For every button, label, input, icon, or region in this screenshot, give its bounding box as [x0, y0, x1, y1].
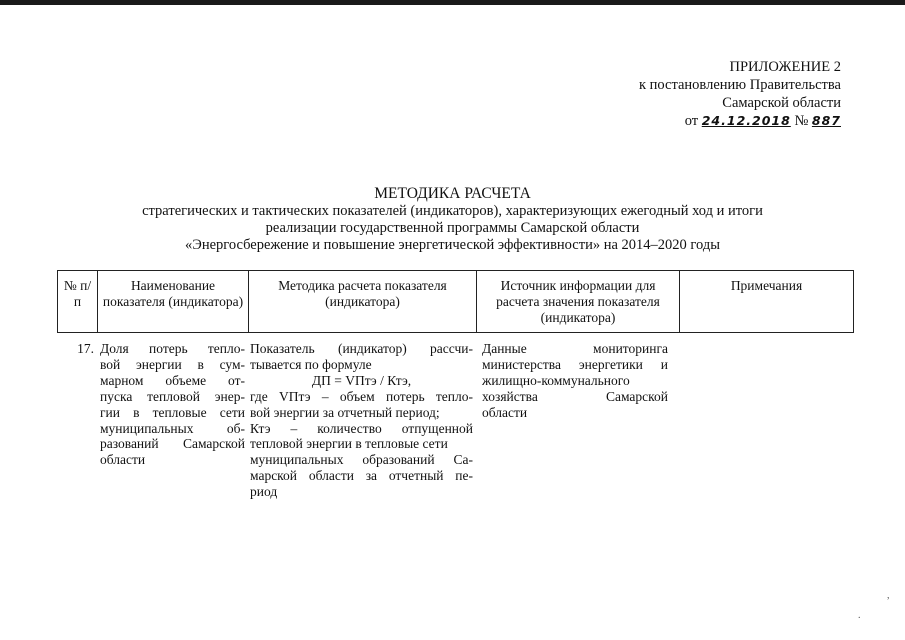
source-line: области	[482, 404, 528, 420]
calculation-method	[250, 341, 473, 500]
document-title	[60, 185, 845, 254]
method-formula: ДП = VПтэ / Ктэ,	[311, 372, 412, 388]
name-line: Доля потерь тепло-	[100, 341, 245, 356]
source-line: жилищно-коммунального	[482, 372, 630, 388]
handwritten-number: 887	[811, 113, 841, 128]
appendix-line-2: Самарской области	[722, 95, 841, 111]
method-line: муниципальных образований Са-	[250, 452, 473, 468]
scan-top-border	[0, 0, 905, 5]
method-line: Показатель (индикатор) рассчи-	[250, 341, 473, 356]
name-line: области	[100, 452, 146, 468]
appendix-block	[581, 58, 841, 130]
name-line: марном объеме от-	[100, 372, 245, 388]
header-number: № п/п	[58, 271, 98, 333]
indicator-name	[100, 341, 245, 468]
title-line-3: «Энергосбережение и повышение энергетической эффективности» на 2014–2020 годы	[185, 237, 720, 253]
name-line: пуска тепловой энер-	[100, 388, 245, 404]
row-number: 17.	[77, 341, 94, 356]
scan-speck: .	[858, 610, 861, 621]
method-line: где VПтэ – объем потерь тепло-	[250, 388, 473, 404]
method-line: тепловой энергии в тепловые сети	[250, 436, 448, 452]
method-line: марской области за отчетный пе-	[250, 468, 473, 484]
title-main: МЕТОДИКА РАСЧЕТА	[374, 185, 531, 202]
number-label: №	[794, 113, 809, 129]
source-line: Данные мониторинга	[482, 341, 668, 356]
appendix-date-line	[581, 112, 841, 130]
title-line-1: стратегических и тактических показателей (индикаторов), характеризующих ежегодный ход и итоги	[142, 203, 763, 219]
information-source	[482, 341, 668, 421]
header-method: Методика расчета показателя (индикатора)	[249, 271, 477, 333]
handwritten-date: 24.12.2018	[701, 113, 791, 128]
appendix-title: ПРИЛОЖЕНИЕ 2	[729, 59, 841, 75]
table-header-row	[58, 271, 854, 333]
source-line: министерства энергетики и	[482, 356, 668, 372]
title-line-2: реализации государственной программы Самарской области	[265, 220, 640, 236]
method-line: тывается по формуле	[250, 356, 372, 372]
appendix-line-1: к постановлению Правительства	[639, 77, 841, 93]
method-line: вой энергии за отчетный период;	[250, 404, 440, 420]
table-header	[57, 270, 854, 333]
method-line: Ктэ – количество отпущенной	[250, 420, 473, 436]
method-line: риод	[250, 484, 278, 500]
source-line: хозяйства Самарской	[482, 388, 668, 404]
name-line: гии в тепловые сети	[100, 404, 245, 420]
header-notes: Примечания	[680, 271, 854, 333]
header-name: Наименование показателя (индикатора)	[98, 271, 249, 333]
header-source: Источник информации для расчета значения показателя (индикатора)	[477, 271, 680, 333]
date-prefix: от	[684, 113, 699, 129]
name-line: муниципальных об-	[100, 420, 245, 436]
name-line: вой энергии в сум-	[100, 356, 245, 372]
name-line: разований Самарской	[100, 436, 245, 452]
scan-speck: ,	[887, 590, 890, 601]
